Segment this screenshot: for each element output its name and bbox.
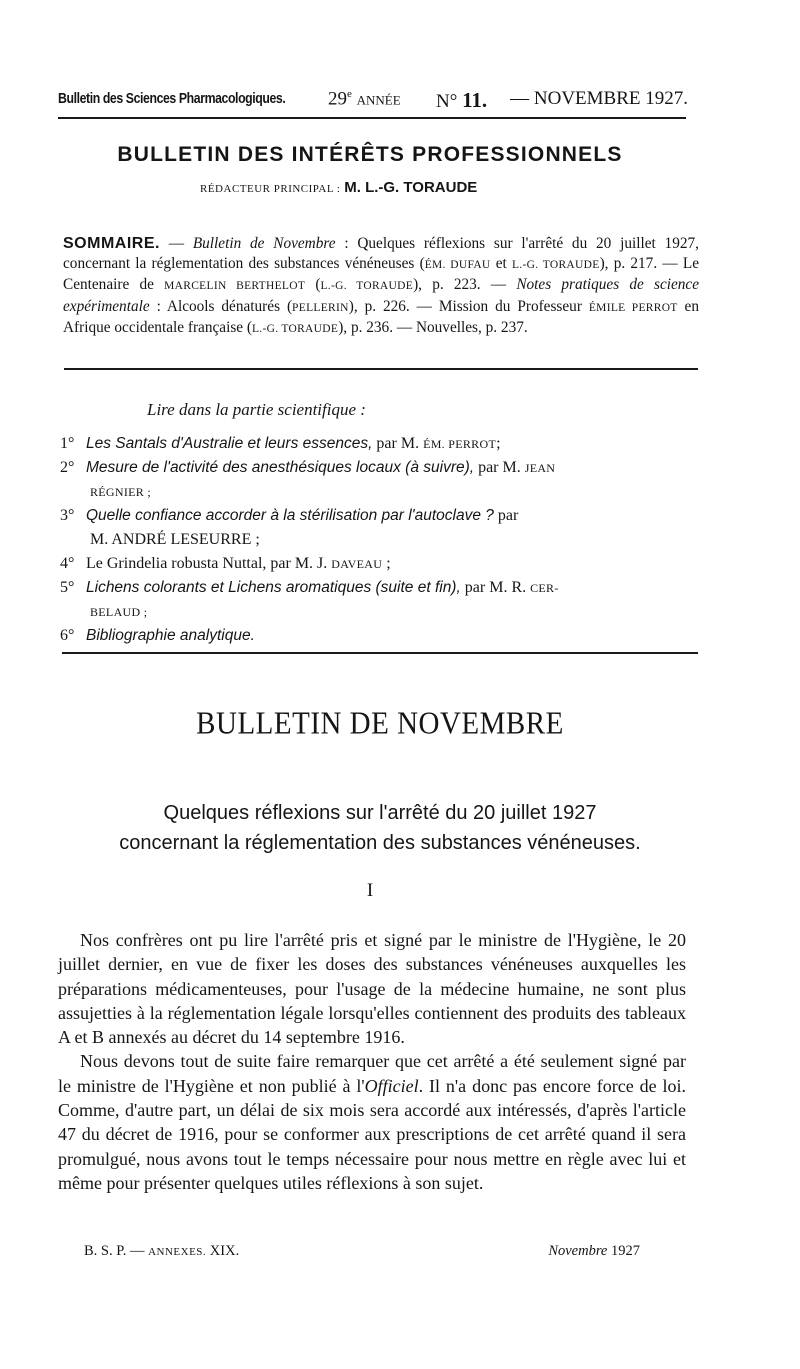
issue-number: N° 11.: [436, 88, 488, 112]
sommaire-label: SOMMAIRE.: [63, 235, 160, 252]
header-rule: [58, 117, 686, 119]
scientific-items-list: [60, 432, 700, 648]
list-item: 2° Mesure de l'activité des anesthésiques locaux (à suivre), par M. JEAN RÉGNIER ;: [60, 459, 556, 499]
list-item: 6° Bibliographie analytique.: [60, 627, 255, 644]
editor-line: RÉDACTEUR PRINCIPAL : M. L.-G. TORAUDE: [200, 179, 478, 196]
year-label: 29e ANNÉE: [328, 88, 401, 110]
journal-title: Bulletin des Sciences Pharmacologiques.: [58, 90, 286, 107]
footer-left: B. S. P. — ANNEXES. XIX.: [84, 1243, 240, 1259]
paragraph-2: Nous devons tout de suite faire remarquer que cet arrêté a été seulement signé par le ministre de l'Hygiène et non publié à l'Officiel. Il n'a donc pas encore force de loi. Comme, d'autre part, un délai de six mois sera accordé aux intéressés, d'après l'article 47 du décret de 1916, pour se conformer aux prescriptions de cet arrêté quand il sera promulgué, nous avons tout le temps nécessaire pour nous mettre en règle avec lui et même pour présenter quelques utiles réflexions à son sujet.: [58, 1051, 686, 1193]
lire-heading: Lire dans la partie scientifique :: [147, 400, 366, 419]
sommaire-rule: [64, 368, 698, 370]
list-item: 4° Le Grindelia robusta Nuttal, par M. J. DAVEAU ;: [60, 555, 391, 572]
list-item: 5° Lichens colorants et Lichens aromatiques (suite et fin), par M. R. CER- BELAUD ;: [60, 579, 559, 619]
sommaire-paragraph: SOMMAIRE. — Bulletin de Novembre : Quelques réflexions sur l'arrêté du 20 juillet 1927, concernant la réglementation des substances vénéneuses (ÉM. DUFAU et L.-G. TORAUDE), p. 217. — Le Centenaire de MARCELIN BERTHELOT (L.-G. TORAUDE), p. 223. — Notes pratiques de science expérimentale : Alcools dénaturés (PELLERIN), p. 226. — Mission du Professeur ÉMILE PERROT en Afrique occidentale française (L.-G. TORAUDE), p. 236. — Nouvelles, p. 237.: [63, 235, 700, 336]
section-title: BULLETIN DES INTÉRÊTS PROFESSIONNELS: [117, 143, 623, 166]
running-header: [58, 86, 688, 116]
list-item: 1° Les Santals d'Australie et leurs essences, par M. ÉM. PERROT;: [60, 435, 501, 452]
issue-date: — NOVEMBRE 1927.: [510, 88, 688, 109]
list-item: 3° Quelle confiance accorder à la stérilisation par l'autoclave ? par M. ANDRÉ LESEURRE ;: [60, 507, 519, 548]
lire-rule: [62, 652, 698, 654]
article-title: Quelques réflexions sur l'arrêté du 20 juillet 1927 concernant la réglementation des substances vénéneuses.: [119, 802, 641, 854]
bulletin-title: BULLETIN DE NOVEMBRE: [196, 706, 564, 742]
paragraph-1: Nos confrères ont pu lire l'arrêté pris et signé par le ministre de l'Hygiène, le 20 juillet dernier, en vue de fixer les doses des substances vénéneuses auxquelles les préparations médicamenteuses, pour l'usage de la médecine humaine, ne sont plus assujetties à la réglementation légale lorsqu'elles contiennent des produits des tableaux A et B annexés au décret du 14 septembre 1916.: [58, 930, 686, 1048]
section-number: I: [366, 880, 374, 901]
article-body: [58, 928, 686, 1195]
footer-right: Novembre 1927: [548, 1243, 640, 1259]
